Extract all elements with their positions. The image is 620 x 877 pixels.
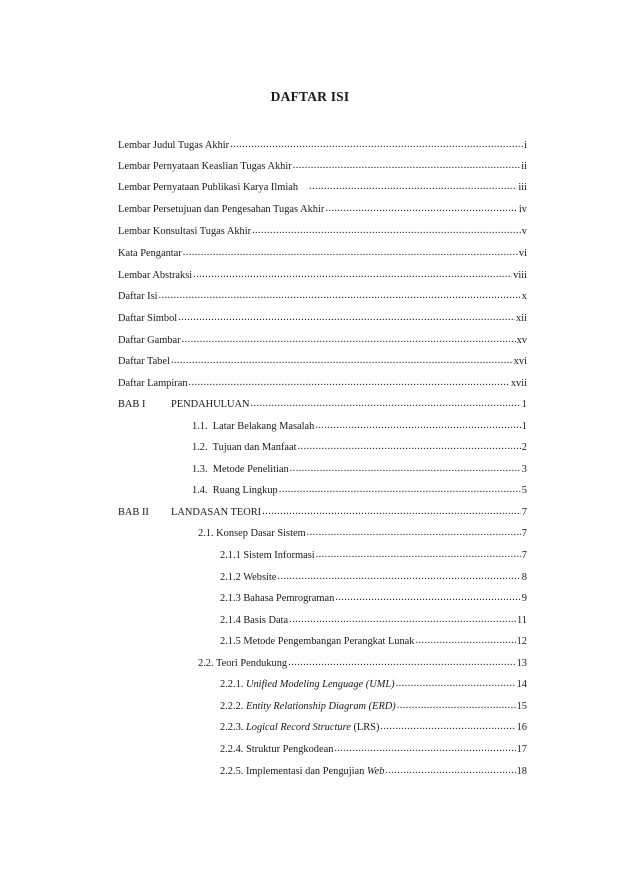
toc-entry-number: 2.2.5. Implementasi dan Pengujian [220, 766, 367, 777]
toc-entry-label: Lembar Persetujuan dan Pengesahan Tugas Akhir [118, 204, 325, 215]
toc-entry [118, 313, 527, 328]
toc-leader-dots [279, 484, 521, 495]
toc-leader-dots [334, 743, 515, 754]
toc-entry [220, 679, 527, 694]
toc-entry-page: 1 [521, 421, 527, 432]
toc-entry [220, 615, 527, 630]
toc-entry-page: 3 [521, 464, 527, 475]
toc-entry-page: 1 [521, 399, 527, 410]
toc-entry-page: x [521, 291, 527, 302]
toc-entry-page: 7 [521, 528, 527, 539]
toc-leader-dots [385, 765, 515, 776]
toc-entry-page: 12 [516, 636, 527, 647]
toc-entry [220, 636, 527, 651]
toc-entry [118, 182, 527, 197]
toc-leader-dots [325, 203, 518, 214]
toc-entry-label: 1.3. Metode Penelitian [192, 464, 289, 475]
toc-entry-page: iii [518, 182, 527, 193]
toc-entry [118, 356, 527, 371]
toc-entry-page: xii [516, 313, 527, 324]
toc-leader-dots [307, 527, 521, 538]
toc-entry-label: Lembar Judul Tugas Akhir [118, 140, 230, 151]
toc-chapter-entry [118, 399, 527, 414]
toc-entry-page: 7 [521, 550, 527, 561]
toc-leader-dots [189, 377, 510, 388]
toc-entry-label: Lembar Konsultasi Tugas Akhir [118, 226, 252, 237]
toc-entry [192, 442, 527, 457]
toc-leader-dots [230, 139, 523, 150]
toc-entry-number: 2.2.2. [220, 701, 246, 712]
toc-leader-dots [315, 420, 520, 431]
toc-entry-page: xvii [510, 378, 527, 389]
toc-entry-label: 2.1.2 Website [220, 572, 277, 583]
toc-entry-label: Daftar Gambar [118, 335, 181, 346]
toc-entry-label: Logical Record Structure [245, 722, 351, 733]
toc-entry-label: 2.1.3 Bahasa Pemrograman [220, 593, 335, 604]
toc-entry-page: 8 [521, 572, 527, 583]
toc-entry-label: Lembar Pernyataan Keaslian Tugas Akhir [118, 161, 292, 172]
toc-entry-number: 2.2.3. [220, 722, 246, 733]
toc-leader-dots [178, 312, 515, 323]
toc-entry-page: 11 [516, 615, 527, 626]
toc-entry-page: iv [518, 204, 527, 215]
toc-entry-page: vi [518, 248, 527, 259]
toc-leader-dots [396, 678, 516, 689]
toc-leader-dots [252, 225, 521, 236]
toc-leader-dots [182, 334, 516, 345]
toc-entry [118, 204, 527, 219]
toc-entry [118, 378, 527, 393]
toc-entry [118, 161, 527, 176]
toc-entry [198, 528, 527, 543]
toc-entry-label: 1.2. Tujuan dan Manfaat [192, 442, 297, 453]
toc-entry-page: v [521, 226, 527, 237]
toc-chapter-number: BAB I [118, 399, 146, 410]
toc-entry [220, 572, 527, 587]
toc-entry [198, 658, 527, 673]
toc-leader-dots [416, 635, 516, 646]
toc-entry-page: 13 [516, 658, 527, 669]
toc-entry [118, 226, 527, 241]
toc-entry-page: ii [521, 161, 527, 172]
toc-entry-page: xvi [513, 356, 527, 367]
toc-leader-dots [289, 614, 516, 625]
toc-entry-label: Daftar Simbol [118, 313, 178, 324]
toc-entry [192, 464, 527, 479]
toc-entry [118, 270, 527, 285]
toc-entry-label: 1.1. Latar Belakang Masalah [192, 421, 315, 432]
toc-leader-dots [251, 398, 521, 409]
toc-entry [220, 701, 527, 716]
toc-entry-page: 14 [516, 679, 527, 690]
toc-entry-label: Kata Pengantar [118, 248, 182, 259]
toc-entry [192, 485, 527, 500]
toc-entry-label: LANDASAN TEORI [171, 507, 262, 518]
toc-entry [118, 335, 527, 350]
toc-leader-dots [288, 657, 515, 668]
toc-entry [220, 744, 527, 759]
toc-leader-dots [316, 549, 521, 560]
toc-leader-dots [159, 290, 521, 301]
toc-entry-page: 15 [516, 701, 527, 712]
toc-leader-dots [183, 247, 518, 258]
toc-entry-label: Daftar Tabel [118, 356, 170, 367]
toc-entry-label: 1.4. Ruang Lingkup [192, 485, 278, 496]
toc-entry-label: Entity Relationship Diagram (ERD) [245, 701, 396, 712]
toc-chapter-number: BAB II [118, 507, 149, 518]
toc-entry-label: PENDAHULUAN [171, 399, 250, 410]
toc-entry [118, 140, 527, 155]
toc-entry-page: 17 [516, 744, 527, 755]
toc-entry-label: Daftar Lampiran [118, 378, 188, 389]
toc-entry [220, 593, 527, 608]
toc-leader-dots [193, 269, 512, 280]
toc-entry-label: Lembar Abstraksi [118, 270, 193, 281]
toc-entry-number: 2.2.1. [220, 679, 246, 690]
toc-entry-page: viii [513, 270, 527, 281]
toc-entry-page: 9 [521, 593, 527, 604]
toc-entry-page: 7 [521, 507, 527, 518]
toc-entry-label: 2.1. Konsep Dasar Sistem [198, 528, 306, 539]
toc-entry-label: Daftar Isi [118, 291, 158, 302]
toc-entry [220, 722, 527, 737]
toc-entry-label: 2.1.1 Sistem Informasi [220, 550, 315, 561]
toc-entry-page: 2 [521, 442, 527, 453]
toc-entry-page: 16 [516, 722, 527, 733]
toc-leader-dots [380, 721, 515, 732]
toc-leader-dots [277, 571, 520, 582]
toc-entry-page: 18 [516, 766, 527, 777]
toc-entry-label: Web [366, 766, 385, 777]
toc-entry [220, 766, 527, 781]
toc-leader-dots [397, 700, 516, 711]
toc-leader-dots [335, 592, 521, 603]
toc-entry-label: 2.2. Teori Pendukung [198, 658, 288, 669]
toc-chapter-entry [118, 507, 527, 522]
toc-leader-dots [171, 355, 513, 366]
toc-entry-label: 2.2.4. Struktur Pengkodean [220, 744, 334, 755]
page-title: DAFTAR ISI [270, 89, 350, 104]
toc-entry-label: Lembar Pernyataan Publikasi Karya Ilmiah [118, 182, 299, 193]
toc-entry-label: Unified Modeling Lenguage (UML) [245, 679, 395, 690]
toc-leader-dots [262, 506, 521, 517]
toc-entry-page: 5 [521, 485, 527, 496]
toc-leader-dots [309, 181, 517, 192]
toc-leader-dots [297, 441, 520, 452]
toc-entry-suffix: (LRS) [350, 722, 380, 733]
toc-entry [118, 248, 527, 263]
toc-entry [220, 550, 527, 565]
toc-entry-label: 2.1.5 Metode Pengembangan Perangkat Lunak [220, 636, 415, 647]
toc-entry-page: i [524, 140, 527, 151]
toc-entry-label: 2.1.4 Basis Data [220, 615, 289, 626]
toc-entry [192, 421, 527, 436]
toc-entry [118, 291, 527, 306]
toc-entry-page: xv [516, 335, 527, 346]
toc-leader-dots [290, 463, 521, 474]
toc-leader-dots [293, 160, 521, 171]
